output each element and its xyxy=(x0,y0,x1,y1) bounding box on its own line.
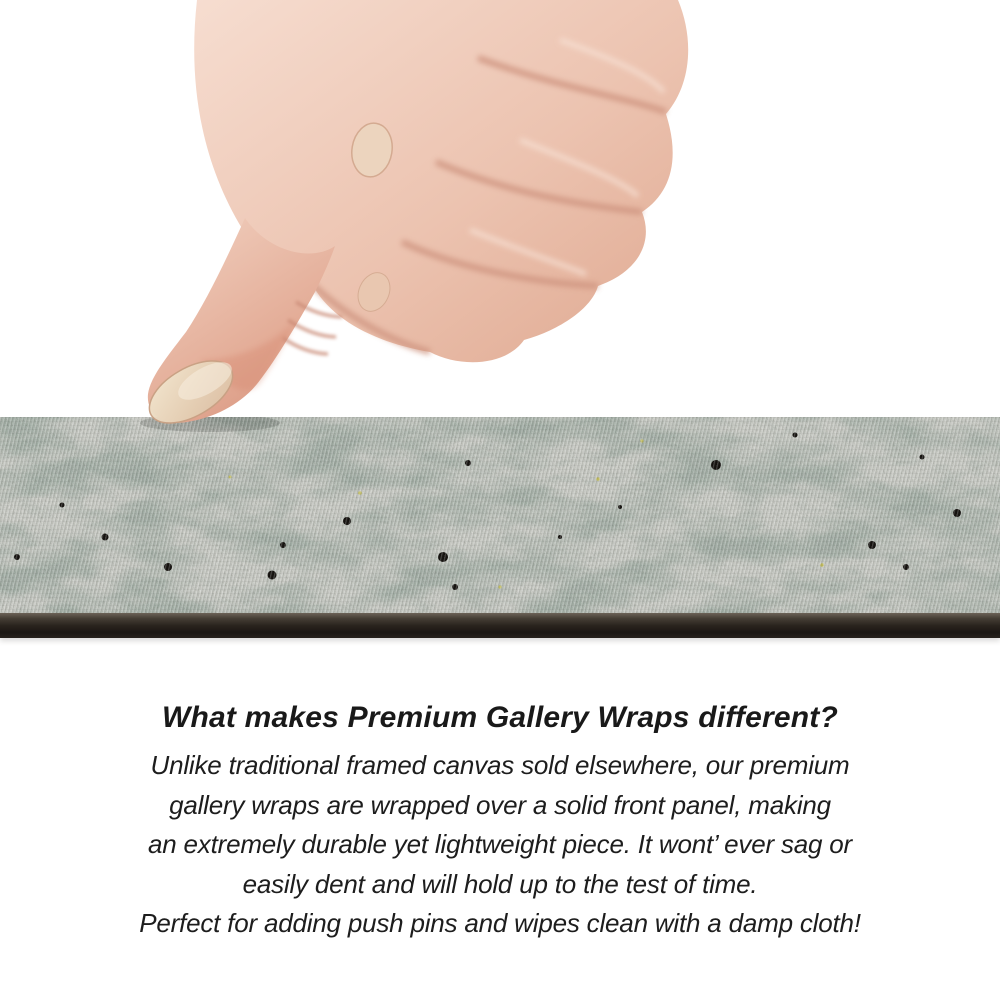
section-title: What makes Premium Gallery Wraps different? xyxy=(161,701,839,734)
canvas-weave-overlay xyxy=(0,417,1000,614)
hand-pressing-thumb-photo xyxy=(0,0,1000,430)
body-copy xyxy=(0,746,1000,944)
canvas-edge-photo xyxy=(0,417,1000,638)
body-line-4: easily dent and will hold up to the test of time. xyxy=(242,868,758,899)
body-line-3: an extremely durable yet lightweight piece. It wont’ ever sag or xyxy=(147,829,853,859)
body-line-2: gallery wraps are wrapped over a solid front panel, making xyxy=(169,789,831,820)
caption-block xyxy=(0,701,1000,944)
body-line-1: Unlike traditional framed canvas sold elsewhere, our premium xyxy=(150,750,850,780)
body-line-5: Perfect for adding push pins and wipes clean with a damp cloth! xyxy=(139,908,861,938)
canvas-panel-edge xyxy=(0,613,1000,638)
